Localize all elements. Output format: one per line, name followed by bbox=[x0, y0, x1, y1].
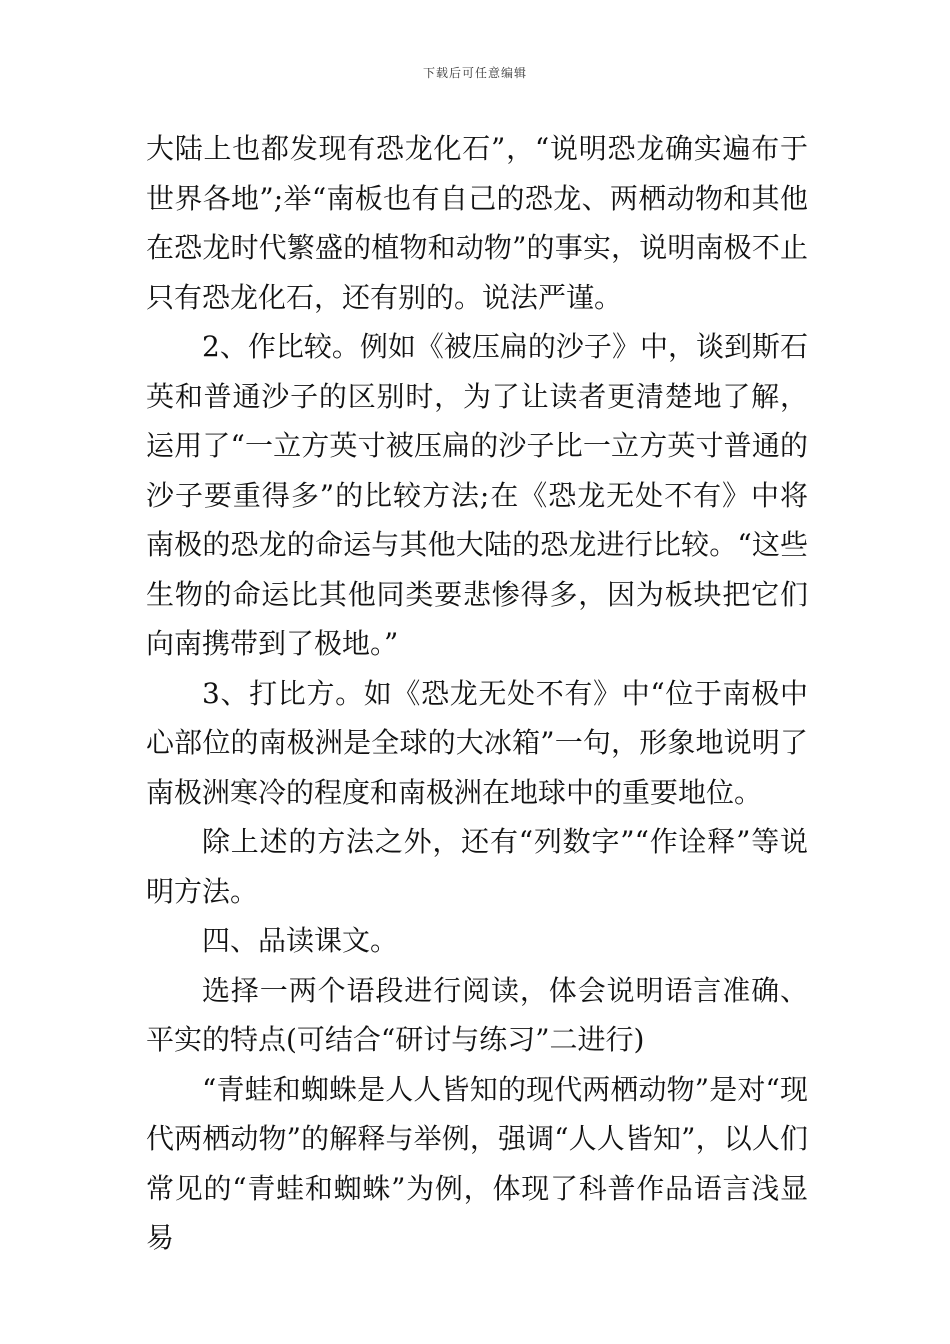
paragraph-2: 2、作比较。例如《被压扁的沙子》中，谈到斯石英和普通沙子的区别时，为了让读者更清楚地了解，运用了“一立方英寸被压扁的沙子比一立方英寸普通的沙子要重得多”的比较方法;在《恐龙无处不有》中将南极的恐龙的命运与其他大陆的恐龙进行比较。“这些生物的命运比其他同类要悲惨得多，因为板块把它们向南携带到了极地。” bbox=[146, 330, 808, 660]
page-header: 下载后可任意编辑 bbox=[422, 66, 527, 80]
paragraph-3: 3、打比方。如《恐龙无处不有》中“位于南极中心部位的南极洲是全球的大冰箱”一句，形象地说明了南极洲寒冷的程度和南极洲在地球中的重要地位。 bbox=[146, 676, 808, 809]
paragraph-4: 除上述的方法之外，还有“列数字”“作诠释”等说明方法。 bbox=[146, 825, 808, 908]
paragraph-1: 大陆上也都发现有恐龙化石”，“说明恐龙确实遍布于世界各地”;举“南板也有自己的恐龙、两栖动物和其他在恐龙时代繁盛的植物和动物”的事实，说明南极不止只有恐龙化石，还有别的。说法严谨。 bbox=[146, 132, 808, 314]
paragraph-7: “青蛙和蜘蛛是人人皆知的现代两栖动物”是对“现代两栖动物”的解释与举例，强调“人人皆知”，以人们常见的“青蛙和蜘蛛”为例，体现了科普作品语言浅显易 bbox=[146, 1072, 808, 1254]
document-body bbox=[146, 124, 808, 1263]
section-heading: 四、品读课文。 bbox=[202, 924, 399, 957]
paragraph-6: 选择一两个语段进行阅读，体会说明语言准确、平实的特点(可结合“研讨与练习”二进行) bbox=[146, 973, 808, 1056]
